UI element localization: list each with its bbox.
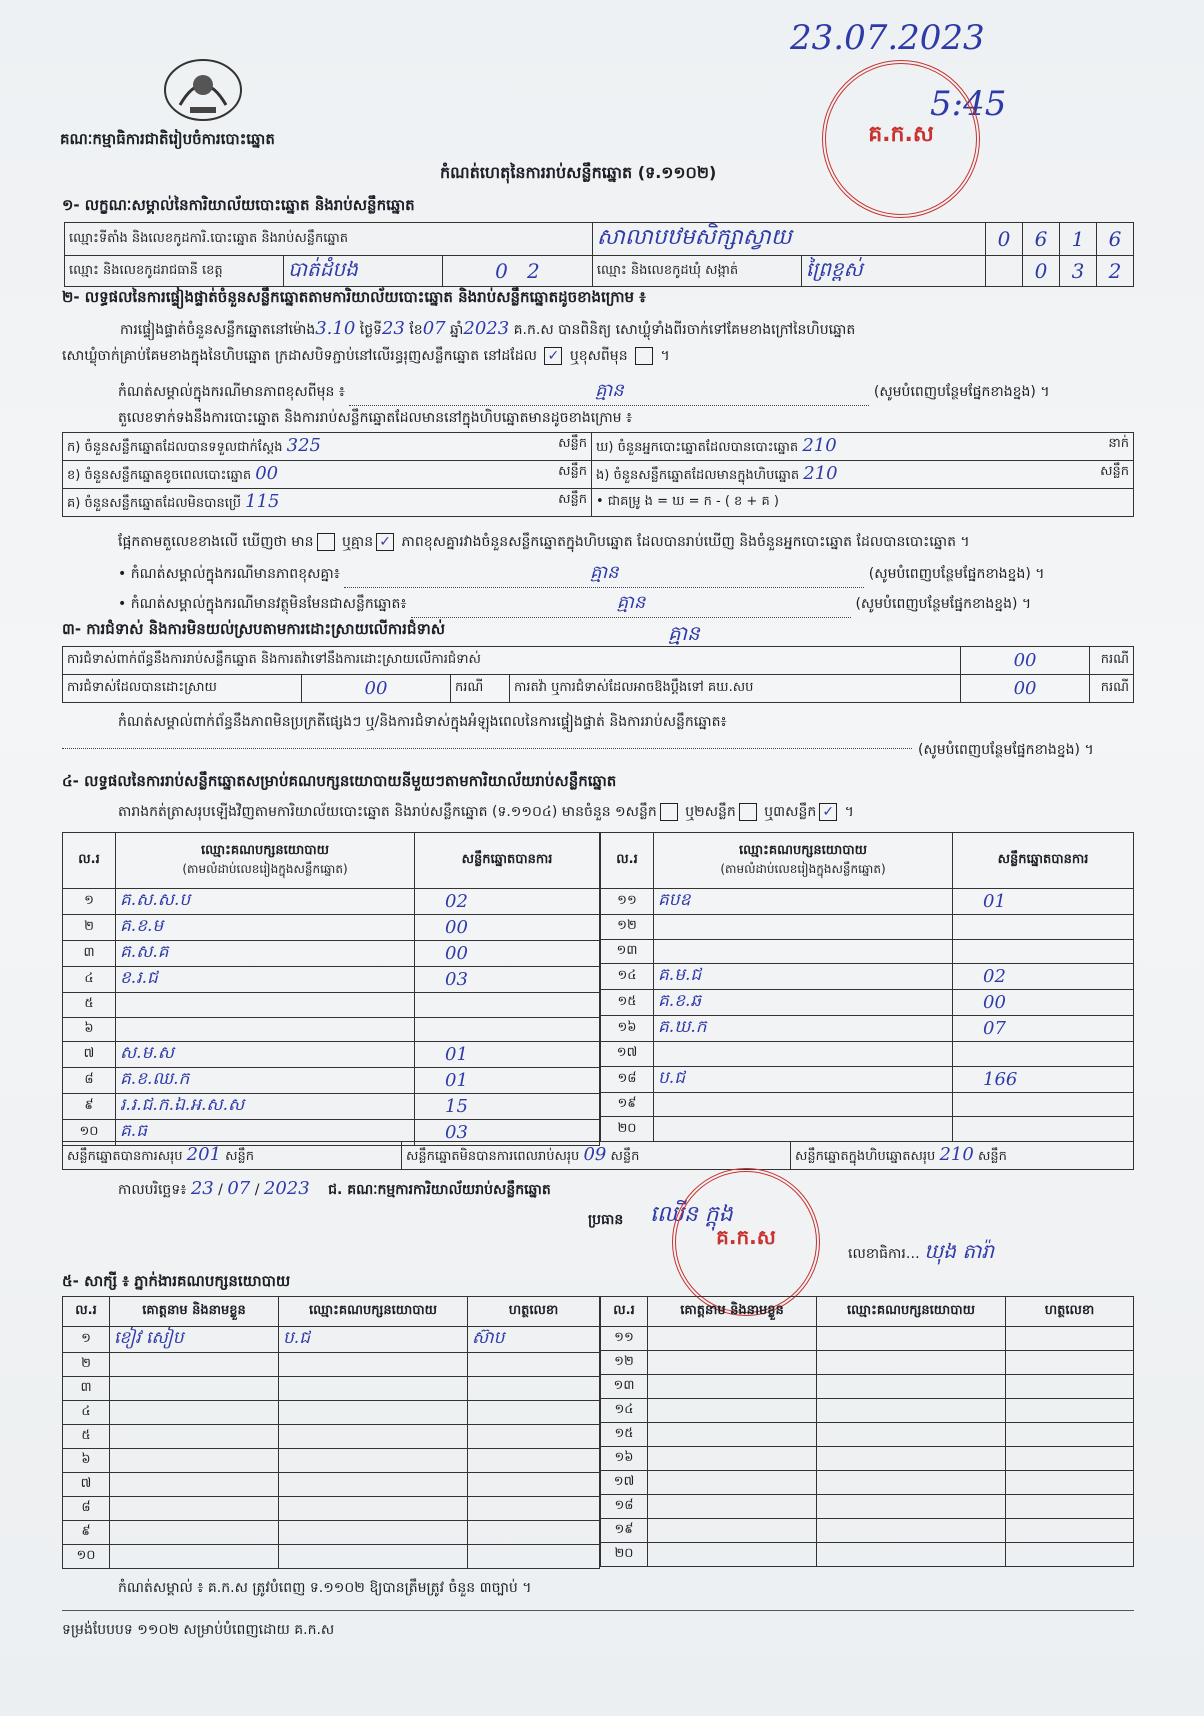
change-note: កំណត់សម្គាល់ក្នុងករណីមានភាពខុសពីមុន ៖ គ្មាន (សូមបំពេញបន្ថែមផ្នែកខាងខ្នង) ។: [118, 378, 1050, 406]
witness-signature: [1006, 1399, 1134, 1423]
party-row: [63, 889, 600, 915]
witness-party: [279, 1473, 468, 1497]
sign-date: កាលបរិច្ឆេទ៖ 23 / 07 / 2023 ជ. គណៈកម្មការការិយាល័យរាប់សន្លឹកឆ្នោត: [118, 1178, 551, 1199]
row-number: ១៩: [601, 1092, 654, 1117]
row-number: ១៨: [601, 1066, 654, 1092]
verify-line-1: ការផ្ទៀងផ្ទាត់ចំនួនសន្លឹកឆ្នោតនៅម៉ោង3.10 ថ្ងៃទី23 ខែ07 ឆ្នាំ2023 គ.ក.ស បានពិនិត្យ សោឃ្លុំទាំងពីរចាក់ទៅគែមខាងក្រៅនៃហិបឆ្នោត: [120, 318, 856, 339]
witness-party: [817, 1519, 1006, 1543]
witness-row: [63, 1473, 600, 1497]
checkbox-different[interactable]: [635, 347, 653, 365]
party-votes: 03: [415, 967, 600, 993]
party-row: [63, 915, 600, 941]
form-reference: ទម្រង់បែបបទ ១១០២ សម្រាប់បំពេញដោយ គ.ក.ស: [62, 1622, 335, 1638]
witness-row: [63, 1353, 600, 1377]
object-note: • កំណត់សម្គាល់ក្នុងករណីមានវត្ថុមិនមែនជាសន្លឹកឆ្នោត៖ គ្មាន (សូមបំពេញបន្ថែមផ្នែកខាងខ្នង) ។: [118, 590, 1031, 618]
witness-party: [817, 1351, 1006, 1375]
party-name: គ.ខ.ម: [116, 915, 415, 941]
witness-name: [110, 1353, 279, 1377]
witness-row: [63, 1327, 600, 1353]
witness-row: [63, 1449, 600, 1473]
party-votes: [415, 1017, 600, 1042]
witness-signature: [1006, 1351, 1134, 1375]
diff-note: • កំណត់សម្គាល់ក្នុងករណីមានភាពខុសគ្នា៖ គ្មាន (សូមបំពេញបន្ថែមផ្នែកខាងខ្នង) ។: [118, 560, 1044, 588]
witness-signature: [1006, 1327, 1134, 1351]
row-number: ៧: [63, 1042, 116, 1068]
witness-signature: [468, 1449, 600, 1473]
code-digit: 2: [1097, 256, 1134, 287]
handwritten-date: 23.07.2023: [790, 18, 985, 58]
section3-title: ៣- ការជំទាស់ និងការមិនយល់ស្របតាមការដោះស្រាយលើការជំទាស់: [62, 620, 446, 638]
party-results-left: ល.រ ឈ្មោះគណបក្សនយោបាយ (តាមលំដាប់លេខរៀងក្នុងសន្លឹកឆ្នោត) សន្លឹកឆ្នោតបានការ ១ គ.ស.ស.ប 02 ២ គ.ខ.ម 00 ៣ គ.ស.គ 00 ៤ ខ.រ.ជ 03 ៥ ៦ ៧ ស.ម.ស 01 ៨ គ.ខ.ឈ.ក 01 ៩ រ.រ.ជ.ក.ឯ.អ.ស.ស 15 ១០ គ.ធ 03: [62, 832, 600, 1146]
witness-party: [817, 1447, 1006, 1471]
code-digit: 0: [1023, 256, 1060, 287]
row-number: ១៦: [601, 1016, 654, 1042]
row-number: ៥: [63, 1425, 110, 1449]
totals-row: សន្លឹកឆ្នោតបានការសរុប 201 សន្លឹក សន្លឹកឆ្នោតមិនបានការពេលរាប់សរុប 09 សន្លឹក សន្លឹកឆ្នោតក្នុងហិបឆ្នោតសរុប 210 សន្លឹក: [62, 1141, 1134, 1170]
party-row: [601, 939, 1134, 964]
row-number: ២០: [601, 1117, 654, 1142]
difference-line: ផ្អែកតាមតួលេខខាងលើ ឃើញថា មាន ឬគ្មាន ✓ ភាពខុសគ្នារវាងចំនួនសន្លឹកឆ្នោតក្នុងហិបឆ្នោត ដែលបានរាប់ឃើញ និងចំនួនអ្នកបោះឆ្នោត ដែលបានបោះឆ្នោត ។: [118, 534, 970, 550]
row-number: ១៥: [601, 1423, 648, 1447]
witness-party: [279, 1425, 468, 1449]
row-number: ១៩: [601, 1519, 648, 1543]
witness-row: [63, 1497, 600, 1521]
witness-row: [601, 1495, 1134, 1519]
row-number: ១៣: [601, 939, 654, 964]
party-name: [654, 1092, 953, 1117]
witness-table-left: ល.រ គោត្តនាម និងនាមខ្លួន ឈ្មោះគណបក្សនយោបាយ ហត្ថលេខា ១ ខៀវ សៀប ប.ជ ស៊ាប ២ ៣ ៤ ៥ ៦ ៧ ៨ ៩ ១០: [62, 1296, 600, 1569]
party-votes: [953, 1092, 1134, 1117]
row-number: ១: [63, 889, 116, 915]
row-number: ៦: [63, 1449, 110, 1473]
chair-signature: ឈើន ក្តុង: [650, 1202, 733, 1227]
row-number: ១០: [63, 1545, 110, 1569]
witness-row: [601, 1543, 1134, 1567]
code-digit: 1: [1060, 223, 1097, 256]
witness-party: [279, 1401, 468, 1425]
party-row: [601, 1117, 1134, 1142]
verify-line-2: សោឃ្លុំចាក់គ្រាប់គែមខាងក្នុងនៃហិបឆ្នោត ក្រដាសបិទភ្ជាប់នៅលើរន្ធរុញសន្លឹកឆ្នោត នៅដដែល ✓ ឬខុសពីមុន ។: [62, 348, 670, 364]
witness-signature: [468, 1497, 600, 1521]
party-votes: 00: [415, 915, 600, 941]
chair-label: ប្រធាន: [588, 1212, 624, 1228]
party-row: [63, 1068, 600, 1094]
section2-title: ២- លទ្ធផលនៃការផ្ទៀងផ្ទាត់ចំនួនសន្លឹកឆ្នោតតាមការិយាល័យបោះឆ្នោត និងរាប់សន្លឹកឆ្នោតដូចខាងក្រោម ៖: [62, 288, 646, 306]
party-row: [63, 967, 600, 993]
party-row: [601, 1066, 1134, 1092]
witness-signature: [468, 1521, 600, 1545]
witness-signature: [1006, 1375, 1134, 1399]
row-number: ៩: [63, 1094, 116, 1120]
note-dotted-line: [62, 748, 912, 749]
party-votes: 02: [415, 889, 600, 915]
tally-sheet-count: តារាងកត់ត្រាសរុបឡើងវិញតាមការិយាល័យបោះឆ្នោត និងរាប់សន្លឹកឆ្នោត (ទ.១១០៤) មានចំនួន ១សន្លឹក ឬ២សន្លឹក ឬ៣សន្លឹក ✓ ។: [118, 804, 854, 820]
witness-party: [817, 1543, 1006, 1567]
witness-name: ខៀវ សៀប: [110, 1327, 279, 1353]
witness-name: [110, 1497, 279, 1521]
party-row: [601, 1092, 1134, 1117]
witness-row: [601, 1399, 1134, 1423]
row-number: ៨: [63, 1068, 116, 1094]
party-row: [601, 964, 1134, 990]
irregularity-note: កំណត់សម្គាល់ពាក់ព័ន្ធនឹងភាពមិនប្រក្រតីផ្សេងៗ ឬ/និងការជំទាស់ក្នុងអំឡុងពេលនៃការផ្ទៀងផ្ទាត់ និងការរាប់សន្លឹកឆ្នោត៖: [118, 714, 727, 730]
witness-name: [648, 1351, 817, 1375]
witness-signature: [468, 1473, 600, 1497]
party-votes: [415, 993, 600, 1018]
station-label: ឈ្មោះទីតាំង និងលេខកូដការិ.បោះឆ្នោត និងរាប់សន្លឹកឆ្នោត: [65, 223, 593, 256]
party-votes: [953, 1117, 1134, 1142]
official-seal-bottom: គ.ក.ស: [672, 1168, 820, 1316]
witness-party: [817, 1399, 1006, 1423]
witness-name: [648, 1447, 817, 1471]
party-row: [63, 1017, 600, 1042]
witness-name: [110, 1449, 279, 1473]
section4-title: ៤- លទ្ធផលនៃការរាប់សន្លឹកឆ្នោតសម្រាប់គណបក្សនយោបាយនីមួយៗតាមការិយាល័យរាប់សន្លឹកឆ្នោត: [62, 772, 617, 790]
row-number: ១៣: [601, 1375, 648, 1399]
code-digit: 0: [986, 223, 1023, 256]
form-title: កំណត់ហេតុនៃការរាប់សន្លឹកឆ្នោត (ទ.១១០២): [440, 163, 717, 182]
party-name: រ.រ.ជ.ក.ឯ.អ.ស.ស: [116, 1094, 415, 1120]
row-number: ៩: [63, 1521, 110, 1545]
witness-signature: [468, 1401, 600, 1425]
party-name: ខ.រ.ជ: [116, 967, 415, 993]
footer-divider: [62, 1610, 1134, 1611]
party-votes: [953, 939, 1134, 964]
witness-signature: [1006, 1423, 1134, 1447]
row-number: ២: [63, 1353, 110, 1377]
witness-row: [601, 1351, 1134, 1375]
party-row: [601, 889, 1134, 915]
ballot-count-table: ក) ចំនួនសន្លឹកឆ្នោតដែលបានទទួលជាក់ស្តែង 325 សន្លឹក ឃ) ចំនួនអ្នកបោះឆ្នោតដែលបានបោះឆ្នោត 210 នាក់ ខ) ចំនួនសន្លឹកឆ្នោតខូចពេលបោះឆ្នោត 00 សន្លឹក ង) ចំនួនសន្លឹកឆ្នោតដែលមានក្នុងហិបឆ្នោត 210 សន្លឹក គ) ចំនួនសន្លឹកឆ្នោតដែលមិនបានប្រើ 115 សន្លឹក • ជាគម្រូ ង = ឃ = ក - ( ខ + គ ): [62, 432, 1134, 517]
checkbox-one-sheet[interactable]: [660, 803, 678, 821]
witness-party: [817, 1375, 1006, 1399]
witness-row: [63, 1521, 600, 1545]
party-name: [654, 939, 953, 964]
witness-signature: [468, 1545, 600, 1569]
party-votes: 15: [415, 1094, 600, 1120]
witness-party: [817, 1327, 1006, 1351]
party-row: [63, 941, 600, 967]
witness-name: [110, 1377, 279, 1401]
witness-row: [601, 1447, 1134, 1471]
party-name: [654, 1117, 953, 1142]
party-name: គ.ស.គ: [116, 941, 415, 967]
party-name: គបឧ: [654, 889, 953, 915]
party-name: [654, 915, 953, 940]
detail-intro: តួលេខទាក់ទងនឹងការបោះឆ្នោត និងការរាប់សន្លឹកឆ្នោតដែលមាននៅក្នុងហិបឆ្នោតមានដូចខាងក្រោម ៖: [118, 410, 633, 426]
witness-row: [63, 1425, 600, 1449]
witness-signature: [1006, 1543, 1134, 1567]
witness-name: [110, 1521, 279, 1545]
total-valid: 201: [186, 1144, 222, 1165]
party-name: គ.ម.ជ: [654, 964, 953, 990]
handwritten-time: 5:45: [930, 84, 1007, 124]
row-number: ១០: [63, 1120, 116, 1146]
party-row: [63, 1042, 600, 1068]
code-digit: 6: [1097, 223, 1134, 256]
witness-name: [648, 1495, 817, 1519]
witness-name: [110, 1401, 279, 1425]
total-invalid: 09: [583, 1144, 607, 1165]
station-table: [64, 222, 1134, 287]
row-number: ៧: [63, 1473, 110, 1497]
witness-row: [601, 1375, 1134, 1399]
witness-signature: [1006, 1495, 1134, 1519]
party-votes: 01: [415, 1042, 600, 1068]
party-name: គ.ស.ស.ប: [116, 889, 415, 915]
party-votes: 166: [953, 1066, 1134, 1092]
code-digit: 3: [1060, 256, 1097, 287]
row-number: ៣: [63, 941, 116, 967]
witness-row: [63, 1545, 600, 1569]
witness-name: [648, 1423, 817, 1447]
party-row: [601, 1042, 1134, 1067]
row-number: ១១: [601, 1327, 648, 1351]
row-number: ១២: [601, 1351, 648, 1375]
party-row: [63, 993, 600, 1018]
party-name: គ.ខ.ឆ: [654, 990, 953, 1016]
party-votes: [953, 915, 1134, 940]
objection-table: ការជំទាស់ពាក់ព័ន្ធនឹងការរាប់សន្លឹកឆ្នោត និងការតវ៉ាទៅនឹងការដោះស្រាយលើការជំទាស់ 00 ករណី ការជំទាស់ដែលបានដោះស្រាយ 00 ករណី ការតវ៉ា ឬការជំទាស់ដែលអាចឱងប្ដឹងទៅ គឃ.សប 00 ករណី: [62, 646, 1134, 703]
row-number: ៥: [63, 993, 116, 1018]
witness-party: [817, 1423, 1006, 1447]
witness-name: [648, 1375, 817, 1399]
party-votes: 03: [415, 1120, 600, 1146]
section3-hw-note: គ្មាន: [668, 621, 700, 645]
party-votes: 01: [953, 889, 1134, 915]
witness-party: [279, 1377, 468, 1401]
party-votes: [953, 1042, 1134, 1067]
witness-party: [817, 1495, 1006, 1519]
witness-name: [648, 1519, 817, 1543]
party-name: [116, 993, 415, 1018]
station-name: សាលាបឋមសិក្សាស្វាយ: [592, 223, 985, 256]
row-number: ១២: [601, 915, 654, 940]
witness-party: [817, 1471, 1006, 1495]
witness-table-right: ល.រ គោត្តនាម និងនាមខ្លួន ឈ្មោះគណបក្សនយោបាយ ហត្ថលេខា ១១ ១២ ១៣ ១៤ ១៥ ១៦ ១៧ ១៨ ១៩ ២០: [600, 1296, 1134, 1567]
row-number: ២០: [601, 1543, 648, 1567]
row-number: ១: [63, 1327, 110, 1353]
party-name: ប.ជ: [654, 1066, 953, 1092]
national-emblem-icon: [160, 55, 246, 125]
witness-name: [648, 1399, 817, 1423]
province-name: បាត់ដំបង: [284, 256, 443, 287]
party-row: [601, 990, 1134, 1016]
witness-party: [279, 1497, 468, 1521]
witness-row: [601, 1519, 1134, 1543]
witness-name: [648, 1471, 817, 1495]
row-number: ៨: [63, 1497, 110, 1521]
witness-row: [601, 1327, 1134, 1351]
commune-name: ព្រៃខ្ពស់: [801, 256, 985, 287]
witness-signature: [468, 1425, 600, 1449]
code-digit: 6: [1023, 223, 1060, 256]
secretary-line: លេខាធិការ… ឃុង តារ៉ា: [848, 1239, 995, 1263]
footnote: កំណត់សម្គាល់ ៖ គ.ក.ស ត្រូវបំពេញ ទ.១១០២ ឱ្យបានត្រឹមត្រូវ ចំនួន ៣ច្បាប់ ។: [118, 1580, 532, 1596]
row-number: ៣: [63, 1377, 110, 1401]
row-number: ១១: [601, 889, 654, 915]
party-results-right: ល.រ ឈ្មោះគណបក្សនយោបាយ (តាមលំដាប់លេខរៀងក្នុងសន្លឹកឆ្នោត) សន្លឹកឆ្នោតបានការ ១១ គបឧ 01 ១២ ១៣ ១៤ គ.ម.ជ 02 ១៥ គ.ខ.ឆ 00 ១៦ គ.ឃ.ក 07 ១៧ ១៨ ប.ជ 166 ១៩ ២០: [600, 832, 1134, 1142]
party-votes: 07: [953, 1016, 1134, 1042]
party-votes: 00: [953, 990, 1134, 1016]
witness-name: [110, 1473, 279, 1497]
witness-signature: [1006, 1471, 1134, 1495]
witness-signature: [1006, 1447, 1134, 1471]
province-label: ឈ្មោះ និងលេខកូដរាជធានី ខេត្ត: [65, 256, 284, 287]
witness-row: [601, 1471, 1134, 1495]
party-name: គ.ខ.ឈ.ក: [116, 1068, 415, 1094]
row-number: ៤: [63, 967, 116, 993]
row-number: ១៧: [601, 1042, 654, 1067]
witness-party: [279, 1353, 468, 1377]
checkbox-no-diff[interactable]: ✓: [376, 533, 394, 551]
witness-name: [648, 1327, 817, 1351]
row-number: ២: [63, 915, 116, 941]
section5-title: ៥- សាក្សី ៖ ភ្នាក់ងារគណបក្សនយោបាយ: [62, 1272, 291, 1290]
party-row: [601, 915, 1134, 940]
witness-signature: [468, 1377, 600, 1401]
row-number: ៦: [63, 1017, 116, 1042]
party-name: ស.ម.ស: [116, 1042, 415, 1068]
witness-party: [279, 1521, 468, 1545]
row-number: ១៤: [601, 964, 654, 990]
checkbox-three-sheets[interactable]: ✓: [819, 803, 837, 821]
checkbox-two-sheets[interactable]: [739, 803, 757, 821]
witness-row: [63, 1401, 600, 1425]
witness-party: [279, 1449, 468, 1473]
total-box: 210: [939, 1144, 974, 1165]
witness-signature: [468, 1353, 600, 1377]
row-number: ១៤: [601, 1399, 648, 1423]
witness-name: [648, 1543, 817, 1567]
checkbox-has-diff[interactable]: [317, 533, 335, 551]
party-name: [654, 1042, 953, 1067]
seal-text: គ.ក.ស: [868, 122, 934, 147]
section1-title: ១- លក្ខណៈសម្គាល់នៃការិយាល័យបោះឆ្នោត និងរាប់សន្លឹកឆ្នោត: [62, 196, 415, 214]
party-votes: 01: [415, 1068, 600, 1094]
row-number: ១៥: [601, 990, 654, 1016]
witness-row: [601, 1423, 1134, 1447]
official-seal-top: [822, 60, 980, 218]
party-row: [601, 1016, 1134, 1042]
party-name: [116, 1017, 415, 1042]
row-number: ១៦: [601, 1447, 648, 1471]
witness-name: [110, 1545, 279, 1569]
row-number: ១៧: [601, 1471, 648, 1495]
witness-row: [63, 1377, 600, 1401]
witness-signature: [1006, 1519, 1134, 1543]
checkbox-same[interactable]: ✓: [544, 347, 562, 365]
province-code: 0 2: [443, 256, 593, 287]
party-votes: 00: [415, 941, 600, 967]
party-votes: 02: [953, 964, 1134, 990]
irregularity-hint: (សូមបំពេញបន្ថែមផ្នែកខាងខ្នង) ។: [918, 742, 1094, 758]
party-name: គ.ឃ.ក: [654, 1016, 953, 1042]
witness-party: ប.ជ: [279, 1327, 468, 1353]
witness-party: [279, 1545, 468, 1569]
witness-signature: ស៊ាប: [468, 1327, 600, 1353]
witness-name: [110, 1425, 279, 1449]
row-number: ១៨: [601, 1495, 648, 1519]
commune-label: ឈ្មោះ និងលេខកូដឃុំ សង្កាត់: [592, 256, 801, 287]
party-row: [63, 1094, 600, 1120]
committee-name: គណៈកម្មាធិការជាតិរៀបចំការបោះឆ្នោត: [60, 130, 275, 148]
party-name: គ.ធ: [116, 1120, 415, 1146]
row-number: ៤: [63, 1401, 110, 1425]
